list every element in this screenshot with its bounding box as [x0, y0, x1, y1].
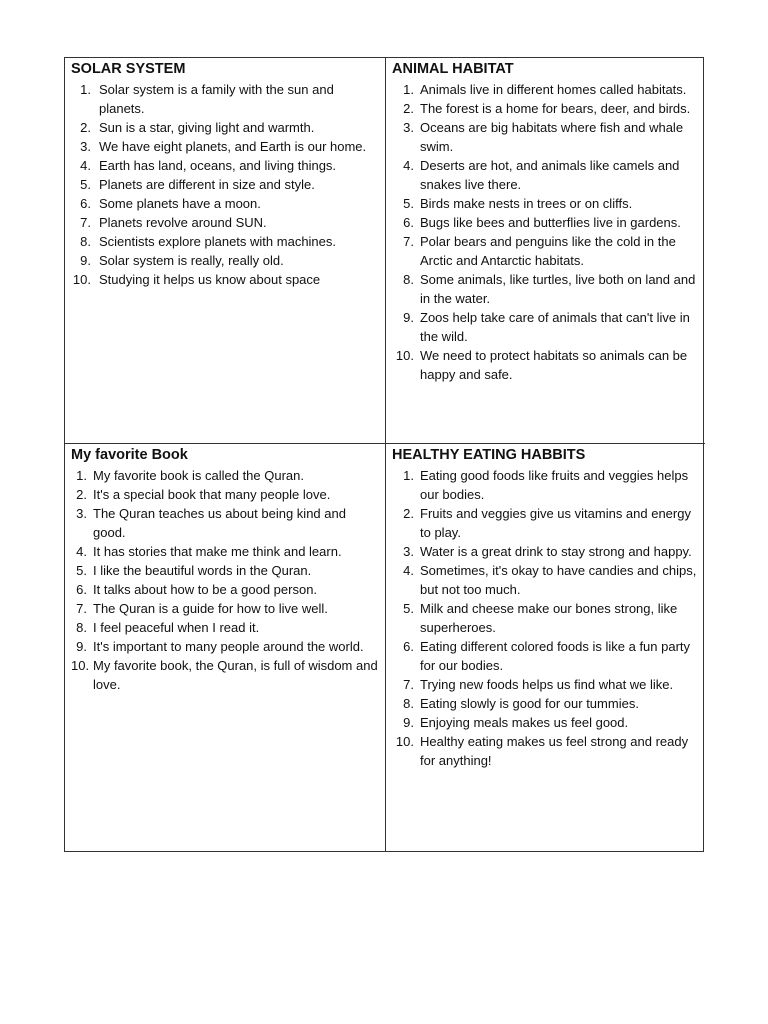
item-number: 9. — [80, 253, 91, 268]
item-number: 3. — [403, 120, 414, 135]
item-number: 6. — [80, 196, 91, 211]
list-item — [71, 118, 379, 137]
list-item — [71, 213, 379, 232]
item-text: It has stories that make me think and learn. — [93, 544, 342, 559]
item-text: Sun is a star, giving light and warmth. — [99, 120, 315, 135]
healthy-eating-cell — [385, 443, 705, 851]
item-number: 10. — [71, 658, 90, 673]
item-number: 3. — [80, 139, 91, 154]
list-item — [392, 694, 699, 713]
item-text: Sometimes, it's okay to have candies and chips, but not too much. — [420, 563, 697, 597]
item-text: Water is a great drink to stay strong and happy. — [420, 544, 692, 559]
item-text: Eating slowly is good for our tummies. — [420, 696, 639, 711]
item-number: 9. — [403, 310, 414, 325]
item-text: Eating different colored foods is like a fun party for our bodies. — [420, 639, 691, 673]
item-text: It's important to many people around the world. — [93, 639, 364, 654]
list-item — [71, 232, 379, 251]
item-text: Healthy eating makes us feel strong and ready for anything! — [420, 734, 689, 768]
list-item — [392, 504, 699, 542]
list-item — [392, 232, 699, 270]
item-number: 5. — [76, 563, 87, 578]
item-number: 1. — [403, 468, 414, 483]
list-item — [392, 99, 699, 118]
item-text: The forest is a home for bears, deer, and birds. — [420, 101, 691, 116]
item-text: Eating good foods like fruits and veggies helps our bodies. — [420, 468, 689, 502]
item-number: 4. — [80, 158, 91, 173]
list-item — [392, 466, 699, 504]
list-item — [71, 561, 379, 580]
item-text: Polar bears and penguins like the cold in the Arctic and Antarctic habitats. — [420, 234, 676, 268]
solar-system-title: SOLAR SYSTEM — [71, 61, 186, 77]
list-item — [392, 213, 699, 232]
item-number: 6. — [76, 582, 87, 597]
item-number: 4. — [403, 563, 414, 578]
item-text: The Quran teaches us about being kind and good. — [93, 506, 346, 540]
item-number: 8. — [76, 620, 87, 635]
list-item — [392, 270, 699, 308]
item-text: Planets revolve around SUN. — [99, 215, 267, 230]
item-text: Planets are different in size and style. — [99, 177, 315, 192]
item-number: 9. — [76, 639, 87, 654]
item-text: Deserts are hot, and animals like camels and snakes live there. — [420, 158, 680, 192]
item-text: Milk and cheese make our bones strong, like superheroes. — [420, 601, 678, 635]
list-item — [71, 175, 379, 194]
item-number: 2. — [403, 101, 414, 116]
list-item — [71, 599, 379, 618]
item-number: 5. — [403, 196, 414, 211]
item-number: 2. — [80, 120, 91, 135]
list-item — [71, 466, 379, 485]
item-number: 7. — [76, 601, 87, 616]
item-text: Solar system is really, really old. — [99, 253, 284, 268]
animal-habitat-cell — [385, 58, 705, 443]
item-text: Zoos help take care of animals that can't live in the wild. — [420, 310, 690, 344]
item-number: 1. — [80, 82, 91, 97]
item-number: 10. — [72, 272, 91, 287]
item-text: Birds make nests in trees or on cliffs. — [420, 196, 633, 211]
item-text: Earth has land, oceans, and living things. — [99, 158, 337, 173]
list-item — [71, 194, 379, 213]
item-number: 8. — [403, 696, 414, 711]
item-text: Fruits and veggies give us vitamins and energy to play. — [420, 506, 691, 540]
favorite-book-list — [71, 466, 379, 694]
list-item — [71, 542, 379, 561]
favorite-book-cell — [65, 443, 385, 851]
item-number: 10. — [395, 348, 414, 363]
item-number: 5. — [80, 177, 91, 192]
list-item — [71, 156, 379, 175]
item-number: 3. — [403, 544, 414, 559]
item-text: I feel peaceful when I read it. — [93, 620, 260, 635]
item-number: 3. — [76, 506, 87, 521]
item-number: 2. — [403, 506, 414, 521]
item-text: Oceans are big habitats where fish and whale swim. — [420, 120, 684, 154]
list-item — [71, 251, 379, 270]
list-item — [392, 80, 699, 99]
list-item — [392, 732, 699, 770]
item-number: 7. — [403, 677, 414, 692]
list-item — [392, 346, 699, 384]
list-item — [71, 618, 379, 637]
list-item — [392, 713, 699, 732]
item-text: Some animals, like turtles, live both on land and in the water. — [420, 272, 696, 306]
list-item — [392, 675, 699, 694]
item-number: 10. — [395, 734, 414, 749]
list-item — [392, 599, 699, 637]
item-number: 7. — [403, 234, 414, 249]
item-text: Some planets have a moon. — [99, 196, 261, 211]
item-number: 8. — [403, 272, 414, 287]
item-number: 1. — [403, 82, 414, 97]
solar-system-cell — [65, 58, 385, 443]
item-number: 6. — [403, 215, 414, 230]
item-text: It talks about how to be a good person. — [93, 582, 318, 597]
list-item — [392, 308, 699, 346]
item-number: 8. — [80, 234, 91, 249]
item-text: Solar system is a family with the sun and planets. — [99, 82, 334, 116]
item-number: 6. — [403, 639, 414, 654]
item-text: My favorite book is called the Quran. — [93, 468, 304, 483]
item-text: Scientists explore planets with machines. — [99, 234, 337, 249]
item-text: Bugs like bees and butterflies live in gardens. — [420, 215, 681, 230]
list-item — [392, 542, 699, 561]
item-number: 7. — [80, 215, 91, 230]
item-number: 1. — [76, 468, 87, 483]
item-text: Studying it helps us know about space — [99, 272, 321, 287]
list-item — [71, 270, 379, 289]
item-text: My favorite book, the Quran, is full of wisdom and love. — [93, 658, 378, 692]
item-text: It's a special book that many people love. — [93, 487, 331, 502]
list-item — [71, 485, 379, 504]
item-text: Animals live in different homes called habitats. — [420, 82, 687, 97]
list-item — [392, 194, 699, 213]
item-number: 2. — [76, 487, 87, 502]
item-number: 5. — [403, 601, 414, 616]
solar-system-list — [71, 80, 379, 289]
item-text: We need to protect habitats so animals can be happy and safe. — [420, 348, 688, 382]
item-number: 4. — [403, 158, 414, 173]
list-item — [71, 80, 379, 118]
worksheet-table — [64, 57, 704, 852]
list-item — [392, 561, 699, 599]
list-item — [392, 156, 699, 194]
healthy-eating-title: HEALTHY EATING HABBITS — [392, 447, 586, 463]
item-number: 4. — [76, 544, 87, 559]
animal-habitat-title: ANIMAL HABITAT — [392, 61, 514, 77]
item-text: I like the beautiful words in the Quran. — [93, 563, 312, 578]
item-text: We have eight planets, and Earth is our home. — [99, 139, 367, 154]
list-item — [71, 637, 379, 656]
animal-habitat-list — [392, 80, 699, 384]
item-text: Trying new foods helps us find what we like. — [420, 677, 674, 692]
item-text: Enjoying meals makes us feel good. — [420, 715, 629, 730]
healthy-eating-list — [392, 466, 699, 770]
favorite-book-title: My favorite Book — [71, 447, 188, 463]
list-item — [392, 118, 699, 156]
item-text: The Quran is a guide for how to live well. — [93, 601, 328, 616]
list-item — [71, 504, 379, 542]
list-item — [392, 637, 699, 675]
list-item — [71, 580, 379, 599]
list-item — [71, 137, 379, 156]
item-number: 9. — [403, 715, 414, 730]
list-item — [71, 656, 379, 694]
